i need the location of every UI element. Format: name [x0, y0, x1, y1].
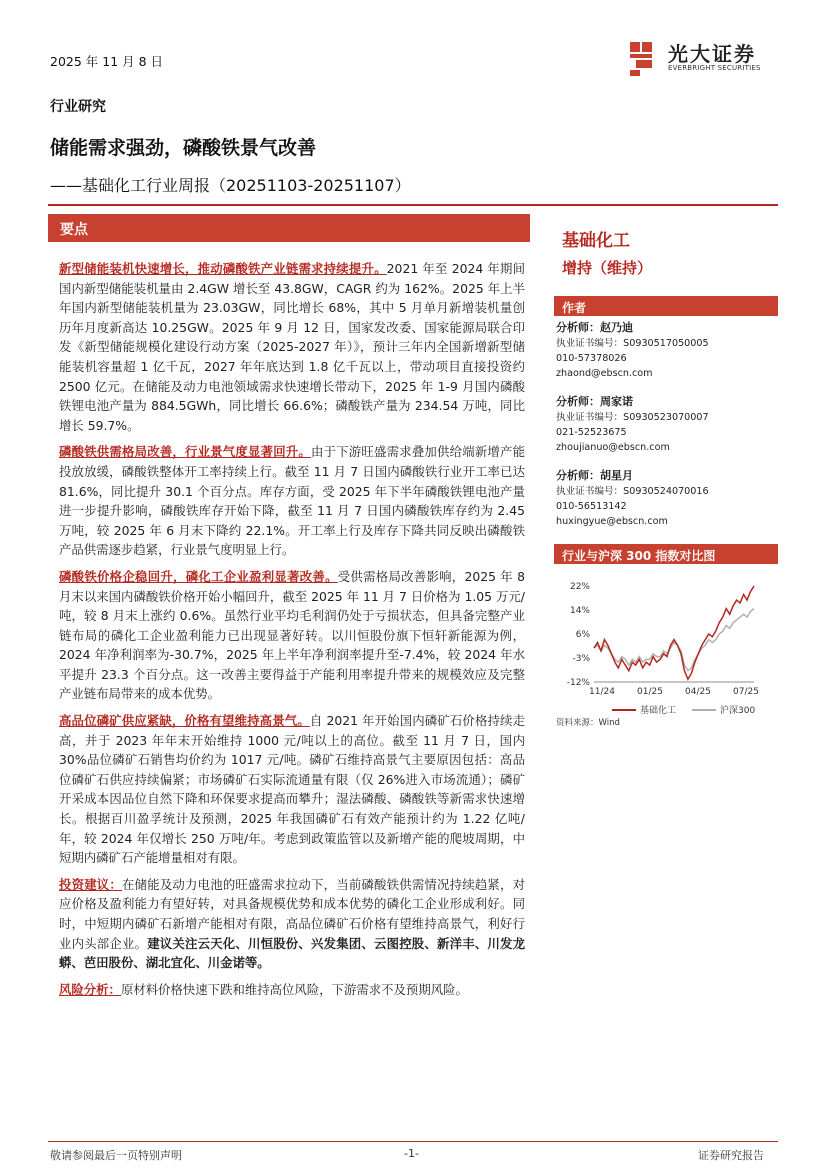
paragraph-lead: 高品位磷矿供应紧缺，价格有望维持高景气。 [59, 713, 310, 729]
author-section-bar [554, 296, 778, 316]
analyst-cert: 执业证书编号：S0930524070016 [556, 486, 709, 497]
rating: 增持（维持） [562, 259, 653, 277]
industry-name: 基础化工 [562, 231, 630, 251]
page-number: -1- [404, 1147, 419, 1160]
paragraph-lead: 投资建议： [59, 876, 123, 892]
analyst-name: 分析师：赵乃迪 [556, 321, 633, 334]
paragraph-storage-demand [59, 259, 525, 435]
x-tick-label: 11/24 [589, 687, 615, 697]
paragraph-body: 自 2021 年开始国内磷矿石价格持续走高，并于 2023 年年末开始维持 1000 元/吨以上的高位。截至 11 月 7 日，国内 30%品位磷矿石销售均价约为 1017 元/吨。磷矿石维持高景气主要原因包括：高品位磷矿石供应持续偏紧；市场磷矿石实际流通量有限（仅 26%进入市场流通）；磷矿开采成本因品位自然下降和环保要求提高而攀升；湿法磷酸、磷酸铁等新需求快速增长。根据百川盈孚统计及预测，2025 年我国磷矿石有效产能预计约为 1.22 亿吨/年，较 2024 年仅增长 250 万吨/年。考虑到政策监管以及新增产能的爬坡周期，中短期内磷矿石产能增量相对有限。 [59, 713, 525, 866]
paragraph-lead: 新型储能装机快速增长，推动磷酸铁产业链需求持续提升。 [59, 261, 387, 276]
analyst-phone: 010-56513142 [556, 501, 627, 512]
analyst-card [556, 319, 778, 381]
chart-section-bar [554, 544, 778, 564]
x-tick-label: 07/25 [733, 687, 759, 697]
analyst-card [556, 393, 778, 455]
report-subtitle: ——基础化工行业周报（20251103-20251107） [50, 176, 411, 195]
legend-label: 基础化工 [640, 706, 677, 716]
analyst-card [556, 467, 778, 529]
paragraph-body: 2021 年至 2024 年期间国内新型储能装机量由 2.4GW 增长至 43.8GW，CAGR 约为 162%。2025 年上半年国内新型储能装机量为 23.03GW，同比增长 68%，其中 5 月单月新增装机量创历年月度新高达 10.25GW。2025 年 9 月 12 日，国家发改委、国家能源局联合印发《新型储能规模化建设行动方案（2025-2027 年）》，预计三年内全国新增新型储能装机容量超 1 亿千瓦，2027 年年底达到 1.8 亿千瓦以上，带动项目直接投资约 2500 亿元。在储能及动力电池领域需求快速增长带动下，2025 年 1-9 月国内磷酸铁锂电池产量为 884.5GWh，同比增长 66.6%；磷酸铁产量为 234.54 万吨，同比增长 59.7%。 [59, 261, 525, 433]
main-content [59, 259, 525, 1006]
analyst-cert: 执业证书编号：S0930517050005 [556, 338, 709, 349]
index-comparison-chart [554, 568, 778, 730]
logo-chinese-name: 光大证券 [668, 42, 756, 66]
footer-disclaimer[interactable]: 敬请参阅最后一页特别声明 [50, 1149, 182, 1162]
analyst-phone: 021-52523675 [556, 427, 627, 438]
paragraph-investment-advice [59, 875, 525, 973]
analyst-name: 分析师：周家诺 [556, 395, 633, 408]
key-points-bar [48, 214, 530, 242]
footer-rule [48, 1141, 778, 1142]
paragraph-lead: 磷酸铁价格企稳回升，磷化工企业盈利显著改善。 [59, 568, 338, 584]
paragraph-body: 由于下游旺盛需求叠加供给端新增产能投放放缓，磷酸铁整体开工率持续上行。截至 11 月 7 日国内磷酸铁行业开工率已达 81.6%，同比提升 30.1 个百分点。库存方面，受 2025 年下半年磷酸铁锂电池产量进一步提升影响，磷酸铁库存开始下降，截至 11 月 7 日国内磷酸铁库存约为 2.45 万吨，较 2025 年 6 月末下降约 22.1%。开工率上行及库存下降共同反映出磷酸铁产品供需逐步趋紧，行业景气度明显上行。 [59, 444, 526, 558]
paragraph-body: 受供需格局改善影响，2025 年 8 月末以来国内磷酸铁价格开始小幅回升，截至 2025 年 11 月 7 日价格为 1.05 万元/吨，较 8 月末上涨约 0.6%。虽然行业平均毛利润仍处于亏损状态，但具备完整产业链布局的磷化工企业盈利能力已出现显著好转。以川恒股份旗下恒轩新能源为例，2024 年净利润率为-30.7%，2025 年上半年净利润率提升至-7.4%，较 2024 年水平提升 23.3 个百分点。这一改善主要得益于产能利用率提升带来的规模效应及完整产业链布局带来的成本优势。 [59, 568, 526, 702]
x-tick-label: 01/25 [637, 687, 663, 697]
paragraph-lead: 风险分析： [59, 981, 121, 997]
analyst-cert: 执业证书编号：S0930523070007 [556, 412, 709, 423]
chart-label: 行业与沪深 300 指数对比图 [562, 549, 716, 563]
analyst-email[interactable]: zhoujianuo@ebscn.com [556, 442, 670, 453]
author-label: 作者 [562, 301, 587, 315]
paragraph-body: 原材料价格快速下跌和维持高位风险，下游需求不及预期风险。 [120, 981, 468, 997]
y-tick-label: -12% [566, 678, 590, 688]
y-tick-label: -3% [572, 654, 590, 664]
x-tick-label: 04/25 [685, 687, 711, 697]
legend-label: 沪深300 [720, 706, 756, 716]
paragraph-supply-demand [59, 442, 525, 560]
report-date: 2025 年 11 月 8 日 [50, 54, 164, 69]
y-tick-label: 22% [569, 582, 590, 592]
logo-english-name: EVERBRIGHT SECURITIES [668, 64, 761, 72]
key-points-label: 要点 [60, 222, 88, 238]
paragraph-price-recovery [59, 567, 525, 704]
brand-logo [628, 38, 778, 82]
analyst-phone: 010-57378026 [556, 353, 627, 364]
paragraph-body: 在储能及动力电池的旺盛需求拉动下，当前磷酸铁供需情况持续趋紧，对应价格及盈利能力有望好转，对具备规模优势和成本优势的磷化工企业形成利好。同时，中短期内磷矿石新增产能相对有限，高品位磷矿石价格有望维持高景气，利好行业内头部企业。 [59, 876, 526, 951]
y-tick-label: 6% [575, 630, 590, 640]
series-line-industry [594, 586, 754, 679]
paragraph-risk [59, 980, 525, 1000]
recommended-stocks: 建议关注云天化、川恒股份、兴发集团、云图控股、新洋丰、川发龙蟒、芭田股份、湖北宜化、川金诺等。 [59, 935, 526, 971]
header-rule [48, 204, 778, 206]
paragraph-lead: 磷酸铁供需格局改善，行业景气度显著回升。 [59, 444, 312, 460]
chart-source: 资料来源：Wind [556, 718, 620, 728]
everbright-logo-icon [628, 38, 660, 78]
y-tick-label: 14% [569, 606, 590, 616]
analyst-email[interactable]: huxingyue@ebscn.com [556, 516, 668, 527]
report-title: 储能需求强劲，磷酸铁景气改善 [50, 137, 317, 159]
analyst-email[interactable]: zhaond@ebscn.com [556, 368, 653, 379]
footer-report-type: 证券研究报告 [698, 1149, 764, 1162]
analyst-name: 分析师：胡星月 [556, 469, 633, 482]
report-category: 行业研究 [50, 99, 106, 115]
paragraph-phosphate-ore [59, 711, 525, 868]
